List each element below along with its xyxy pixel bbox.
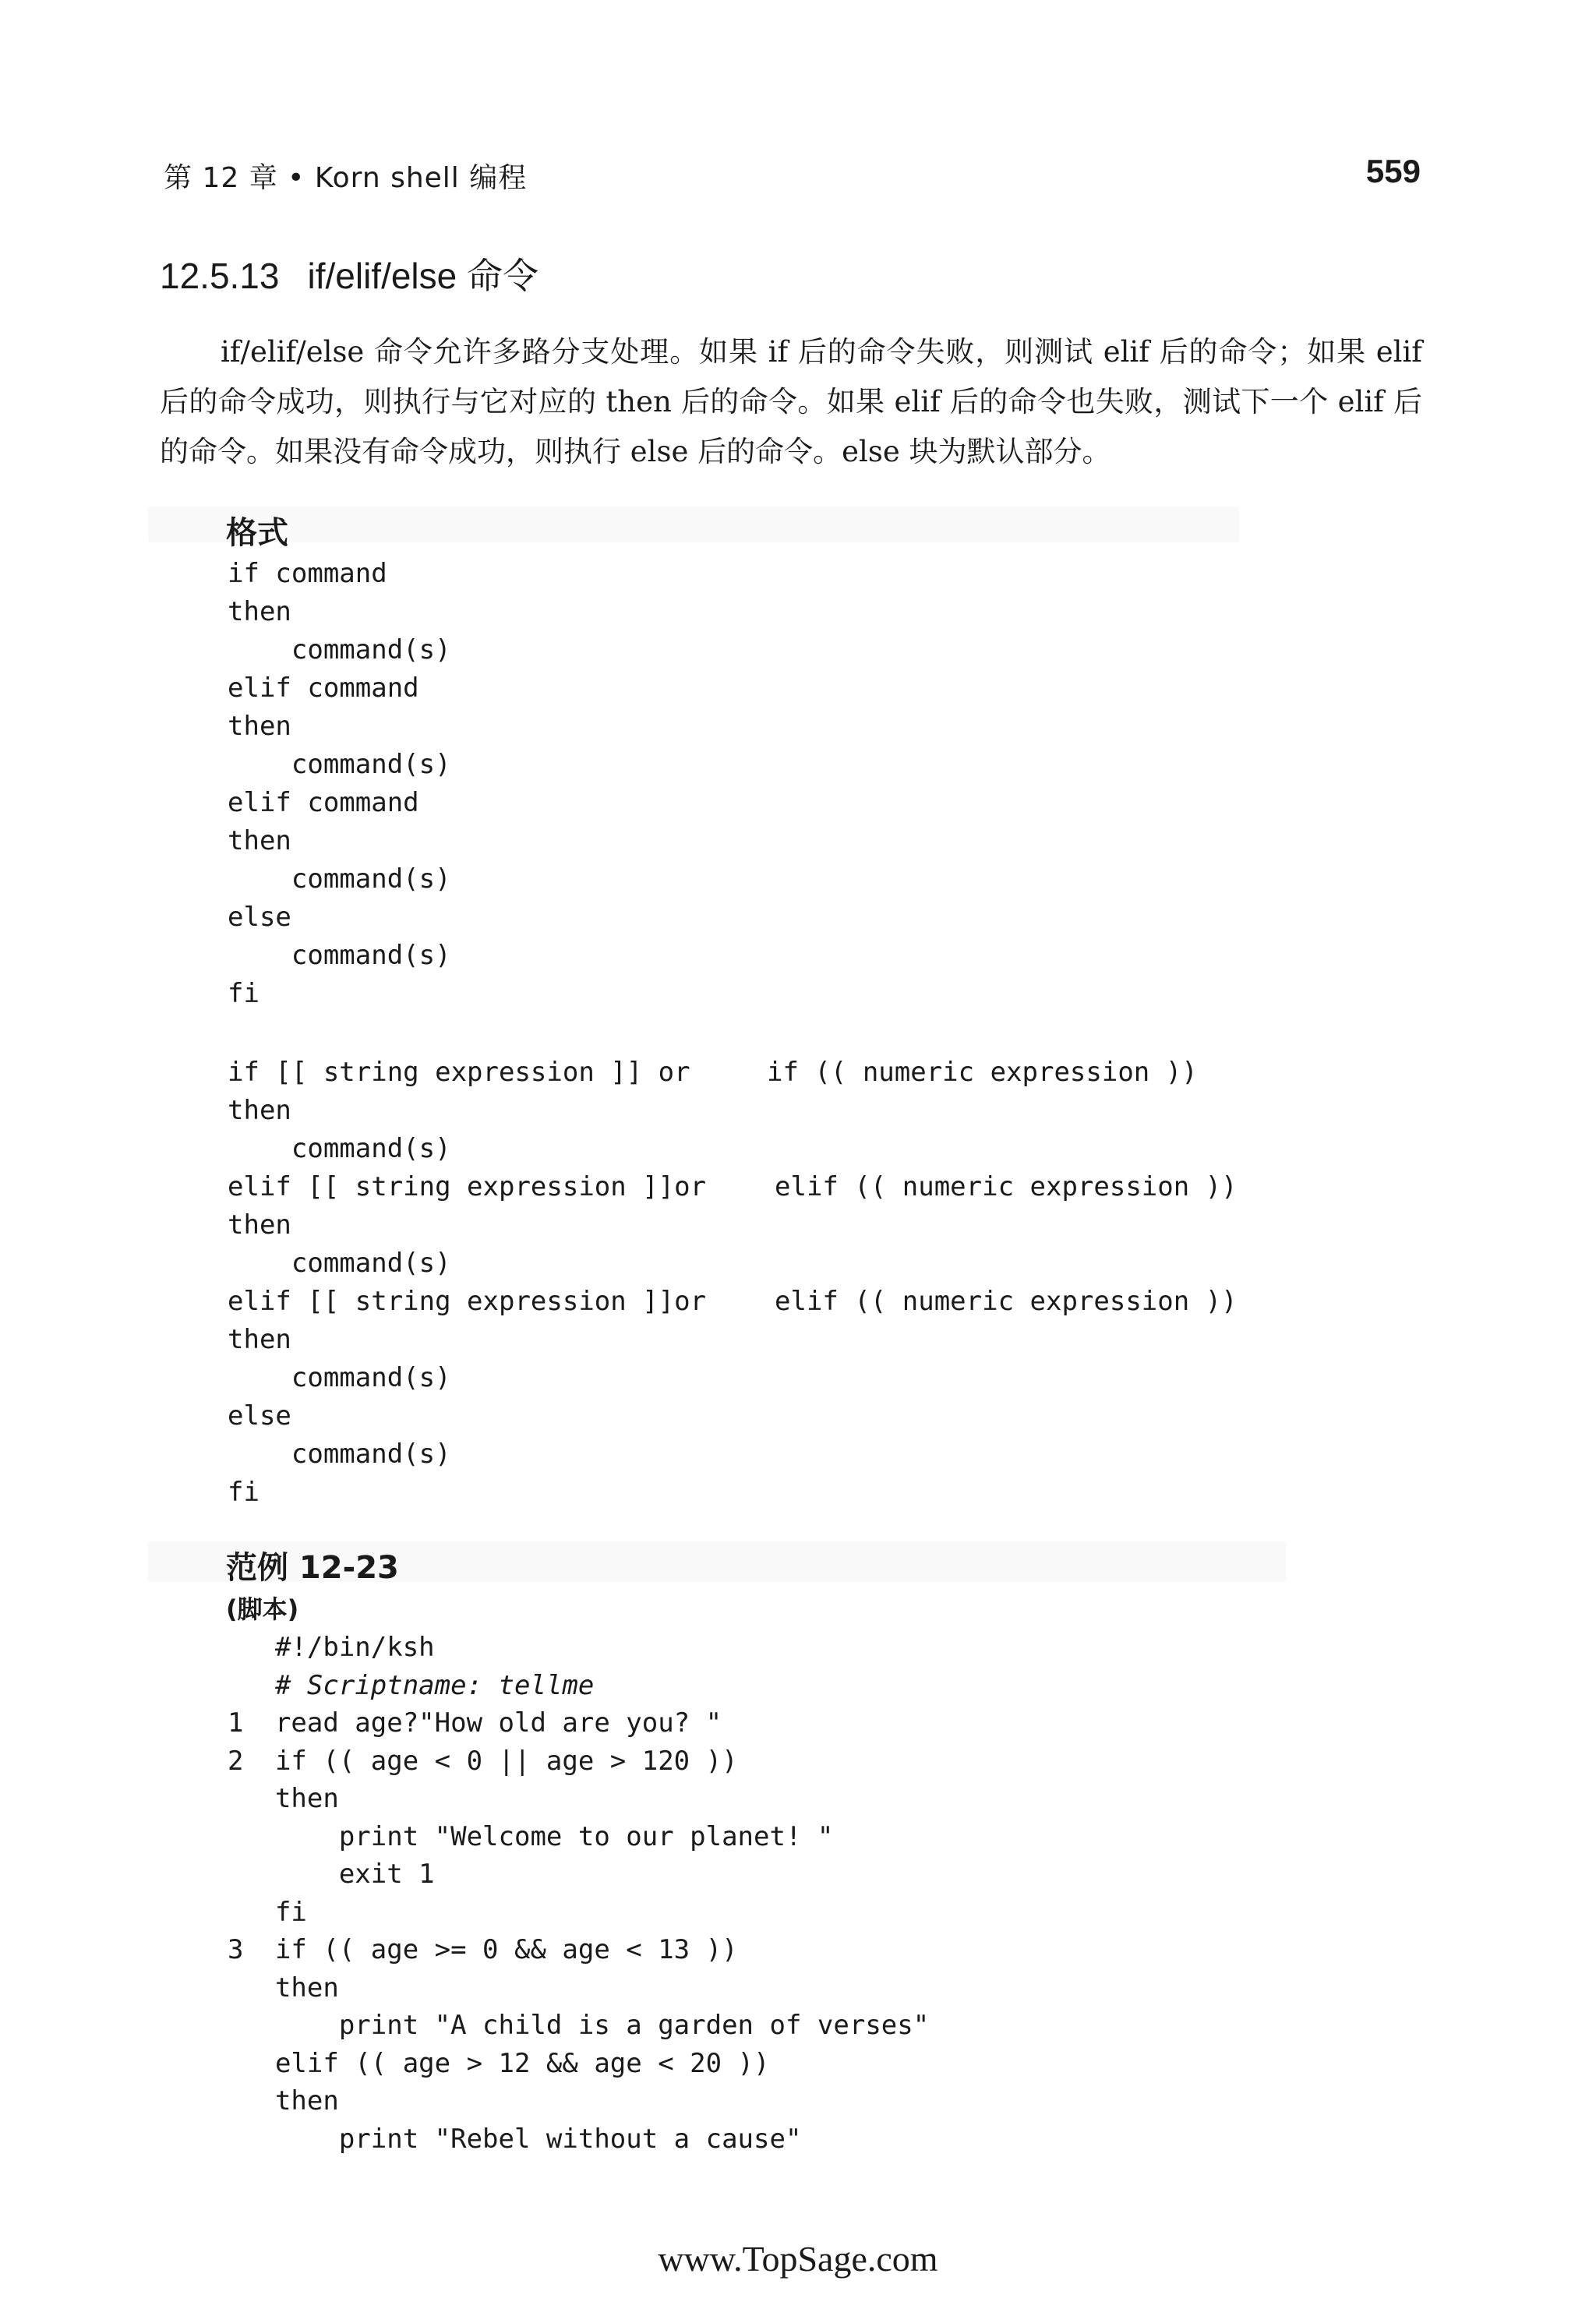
code-line-left: elif [[ string expression ]]or xyxy=(228,1171,707,1202)
section-number: 12.5.13 xyxy=(160,256,280,296)
code-line: then xyxy=(228,711,291,742)
code-line-right: if (( numeric expression )) xyxy=(767,1057,1198,1088)
script-text: read age?"How old are you? " xyxy=(243,1707,722,1739)
code-line-left: then xyxy=(228,1209,291,1241)
code-line: command(s) xyxy=(228,749,451,780)
code-line-left: else xyxy=(228,1400,291,1432)
code-line: then xyxy=(228,596,291,627)
example-sublabel: (脚本) xyxy=(226,1594,299,1624)
line-number: 3 xyxy=(228,1934,244,1965)
format-code-block-2 xyxy=(228,1054,1319,1521)
code-line-right: elif (( numeric expression )) xyxy=(775,1171,1238,1202)
script-text: # Scriptname: tellme xyxy=(243,1669,595,1701)
script-text: print "Rebel without a cause" xyxy=(243,2123,802,2155)
code-line-left: command(s) xyxy=(228,1362,451,1393)
code-line-left: command(s) xyxy=(228,1133,451,1164)
code-line-left: fi xyxy=(228,1477,260,1508)
code-line-left: then xyxy=(228,1324,291,1355)
code-line-left: elif [[ string expression ]]or xyxy=(228,1286,707,1317)
code-line-right: elif (( numeric expression )) xyxy=(775,1286,1238,1317)
code-line: command(s) xyxy=(228,863,451,895)
script-text: if (( age < 0 || age > 120 )) xyxy=(243,1745,738,1777)
line-number: 1 xyxy=(228,1707,244,1739)
chapter-header: 第 12 章 • Korn shell 编程 xyxy=(164,162,528,194)
intro-paragraph: if/elif/else 命令允许多路分支处理。如果 if 后的命令失败，则测试 elif 后的命令；如果 elif 后的命令成功，则执行与它对应的 then 后的命令。如果 elif 后的命令也失败，测试下一个 elif 后的命令。如果没有命令成功，则执行 else 后的命令。else 块为默认部分。 xyxy=(160,335,1422,468)
example-label: 范例 12-23 xyxy=(226,1550,399,1586)
page-number: 559 xyxy=(1365,153,1421,189)
script-text: print "A child is a garden of verses" xyxy=(243,2010,930,2041)
code-line-left: then xyxy=(228,1095,291,1126)
footer-url: www.TopSage.com xyxy=(658,2239,938,2279)
script-text: fi xyxy=(243,1896,307,1928)
code-line: fi xyxy=(228,978,260,1009)
format-code-block xyxy=(228,555,451,1013)
code-line: else xyxy=(228,902,291,933)
code-line-left: command(s) xyxy=(228,1439,451,1470)
code-line: elif command xyxy=(228,673,419,704)
script-text: then xyxy=(243,1783,339,1814)
code-line: command(s) xyxy=(228,940,451,971)
script-text: #!/bin/ksh xyxy=(243,1632,435,1663)
line-number: 2 xyxy=(228,1745,244,1777)
code-line: command(s) xyxy=(228,634,451,665)
code-line: elif command xyxy=(228,787,419,818)
script-text: if (( age >= 0 && age < 13 )) xyxy=(243,1934,738,1965)
format-label: 格式 xyxy=(226,515,288,551)
section-title: if/elif/else 命令 xyxy=(307,256,539,296)
script-text: then xyxy=(243,1972,339,2004)
script-text: then xyxy=(243,2085,339,2117)
code-line-left: command(s) xyxy=(228,1248,451,1279)
script-text: exit 1 xyxy=(243,1859,435,1890)
code-line: if command xyxy=(228,558,387,589)
code-line-left: if [[ string expression ]] or xyxy=(228,1057,690,1088)
script-text: elif (( age > 12 && age < 20 )) xyxy=(243,2047,770,2079)
section-heading xyxy=(160,248,538,299)
script-text: print "Welcome to our planet! " xyxy=(243,1820,834,1852)
code-line: then xyxy=(228,825,291,856)
